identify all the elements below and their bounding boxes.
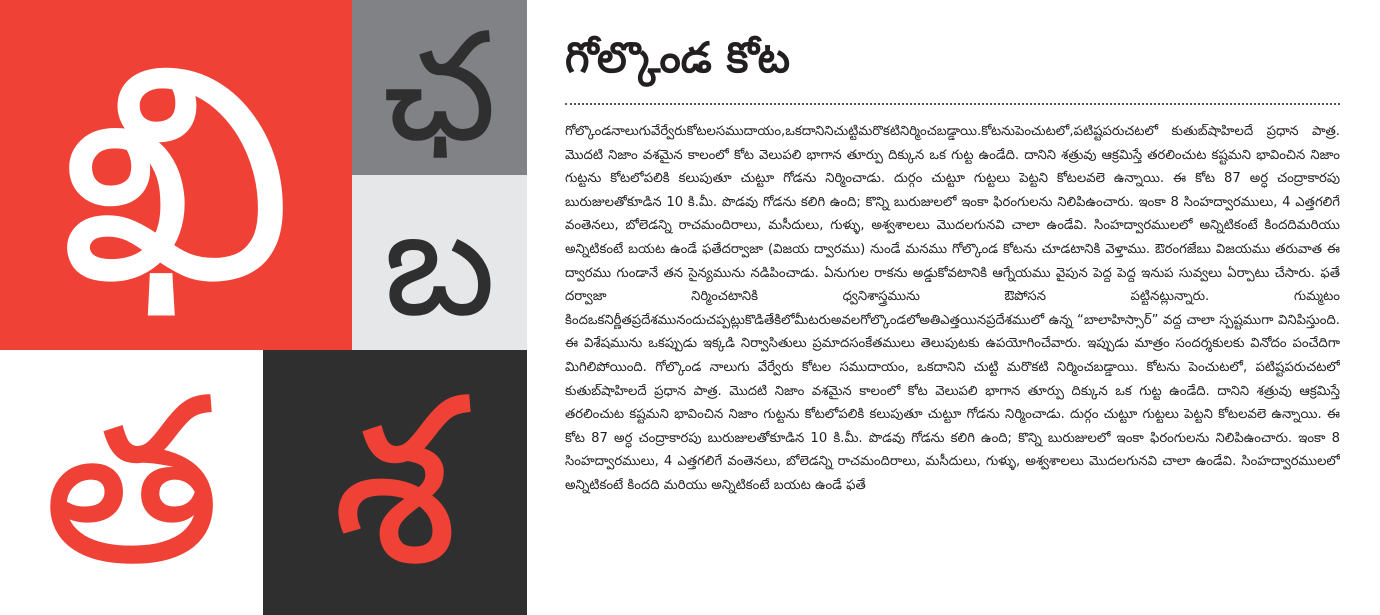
glyph-tile-kha-i [0,0,352,350]
telugu-glyph-cha: ఛ [382,0,497,175]
telugu-glyph-ta: త [42,350,221,615]
article-body: గోల్కొండనాలుగువేర్వేరుకోటలసముదాయం,ఒకదానినిచుట్టిమరొకటినిర్మించబడ్డాయి.కోటనుపెంచుటలో,పటిష్టపరుచటలో కుతుబ్‌షాహిలదే ప్రధాన పాత్ర. మొదటి నిజాం వశమైన కాలంలో కోట వెలుపలి భాగాన తూర్పు దిక్కున ఒక గుట్ట ఉండేది. దానిని శత్రువు ఆక్రమిస్తే తరలించుట కష్టమని భావించిన నిజాం గుట్టను కోటలోపలికి కలుపుతూ చుట్టూ గోడను నిర్మించాడు. దుర్గం చుట్టూ గుట్టలు పెట్టని కోటలవలె ఉన్నాయి. ఈ కోట 87 అర్ధ చంద్రాకారపు బురుజులతోకూడిన 10 కి.మీ. పొడవు గోడను కలిగి ఉంది; కొన్ని బురుజులలో ఇంకా ఫిరంగులను నిలిపిఉంచారు. ఇంకా 8 సింహద్వారములు, 4 ఎత్తగలిగే వంతెనలు, బోలెడన్ని రాచమందిరాలు, మసీదులు, గుళ్ళు, అశ్వశాలలు మొదలగునవి చాలా ఉండేవి. సింహద్వారములలో అన్నిటికంటే కిందదిమరియు అన్నిటికంటే బయట ఉండే ఫతేదర్వాజా (విజయ ద్వారము) నుండే మనము గోల్కొండ కోటను చూడటానికి వెళ్తాము. ఔరంగజేబు విజయము తరువాత ఈ ద్వారము గుండానే తన సైన్యమును నడిపించాడు. ఏనుగుల రాకను అడ్డుకోవటానికి ఆగ్నేయము వైపున పెద్ద పెద్ద ఇనుప సువ్వలు ఏర్పాటు చేసారు. ఫతే దర్వాజా నిర్మించటానికి ధ్వనిశాస్త్రమును ఔపోసన పట్టినట్లున్నారు. గుమ్మటం కిందఒకనిర్ణీతప్రదేశమునందుచప్పట్లుకొడితేకిలోమీటరుఅవలగోల్కొండలోఅతిఎత్తయినప్రదేశములో ఉన్న “బాలాహిస్సార్” వద్ద చాలా స్పష్టముగా వినిపిస్తుంది. ఈ విశేషమును ఒకప్పుడు ఇక్కడి నిర్వాసితులు ప్రమాదసంకేతములు తెలుపుటకు ఉపయోగించేవారు. ఇప్పుడు మాత్రం సందర్శకులకు వినోదం పంచేదిగా మిగిలిపోయింది. గోల్కొండ నాలుగు వేర్వేరు కోటల సముదాయం, ఒకదానిని చుట్టి మరొకటి నిర్మించబడ్డాయి. కోటను పెంచుటలో, పటిష్టపరుచటలో కుతుబ్‌షాహిలదే ప్రధాన పాత్ర. మొదటి నిజాం వశమైన కాలంలో కోట వెలుపలి భాగాన తూర్పు దిక్కున ఒక గుట్ట ఉండేది. దానిని శత్రువు ఆక్రమిస్తే తరలించుట కష్టమని భావించిన నిజాం గుట్టను కోటలోపలికి కలుపుతూ చుట్టూ గోడను నిర్మించాడు. దుర్గం చుట్టూ గుట్టలు పెట్టని కోటలవలె ఉన్నాయి. ఈ కోట 87 అర్ధ చంద్రాకారపు బురుజులతోకూడిన 10 కి.మీ. పొడవు గోడను కలిగి ఉంది; కొన్ని బురుజులలో ఇంకా ఫిరంగులను నిలిపిఉంచారు. ఇంకా 8 సింహద్వారములు, 4 ఎత్తగలిగే వంతెనలు, బోలెడన్ని రాచమందిరాలు, మసీదులు, గుళ్ళు, అశ్వశాలలు మొదలగునవి చాలా ఉండేవి. సింహద్వారములలో అన్నిటికంటే కిందది మరియు అన్నిటికంటే బయట ఉండే ఫతే [565,124,1340,493]
telugu-glyph-ba: బ [383,175,496,350]
telugu-glyph-kha-i: ఖి [58,0,294,349]
glyph-tile-sha [263,350,527,615]
dotted-divider [565,103,1340,105]
glyph-tile-ta [0,350,263,615]
glyph-tile-ba [352,175,527,350]
glyph-tile-cha [352,0,527,175]
article-title: గోల్కొండ కోట [565,33,791,82]
telugu-glyph-sha: శ [331,350,459,615]
